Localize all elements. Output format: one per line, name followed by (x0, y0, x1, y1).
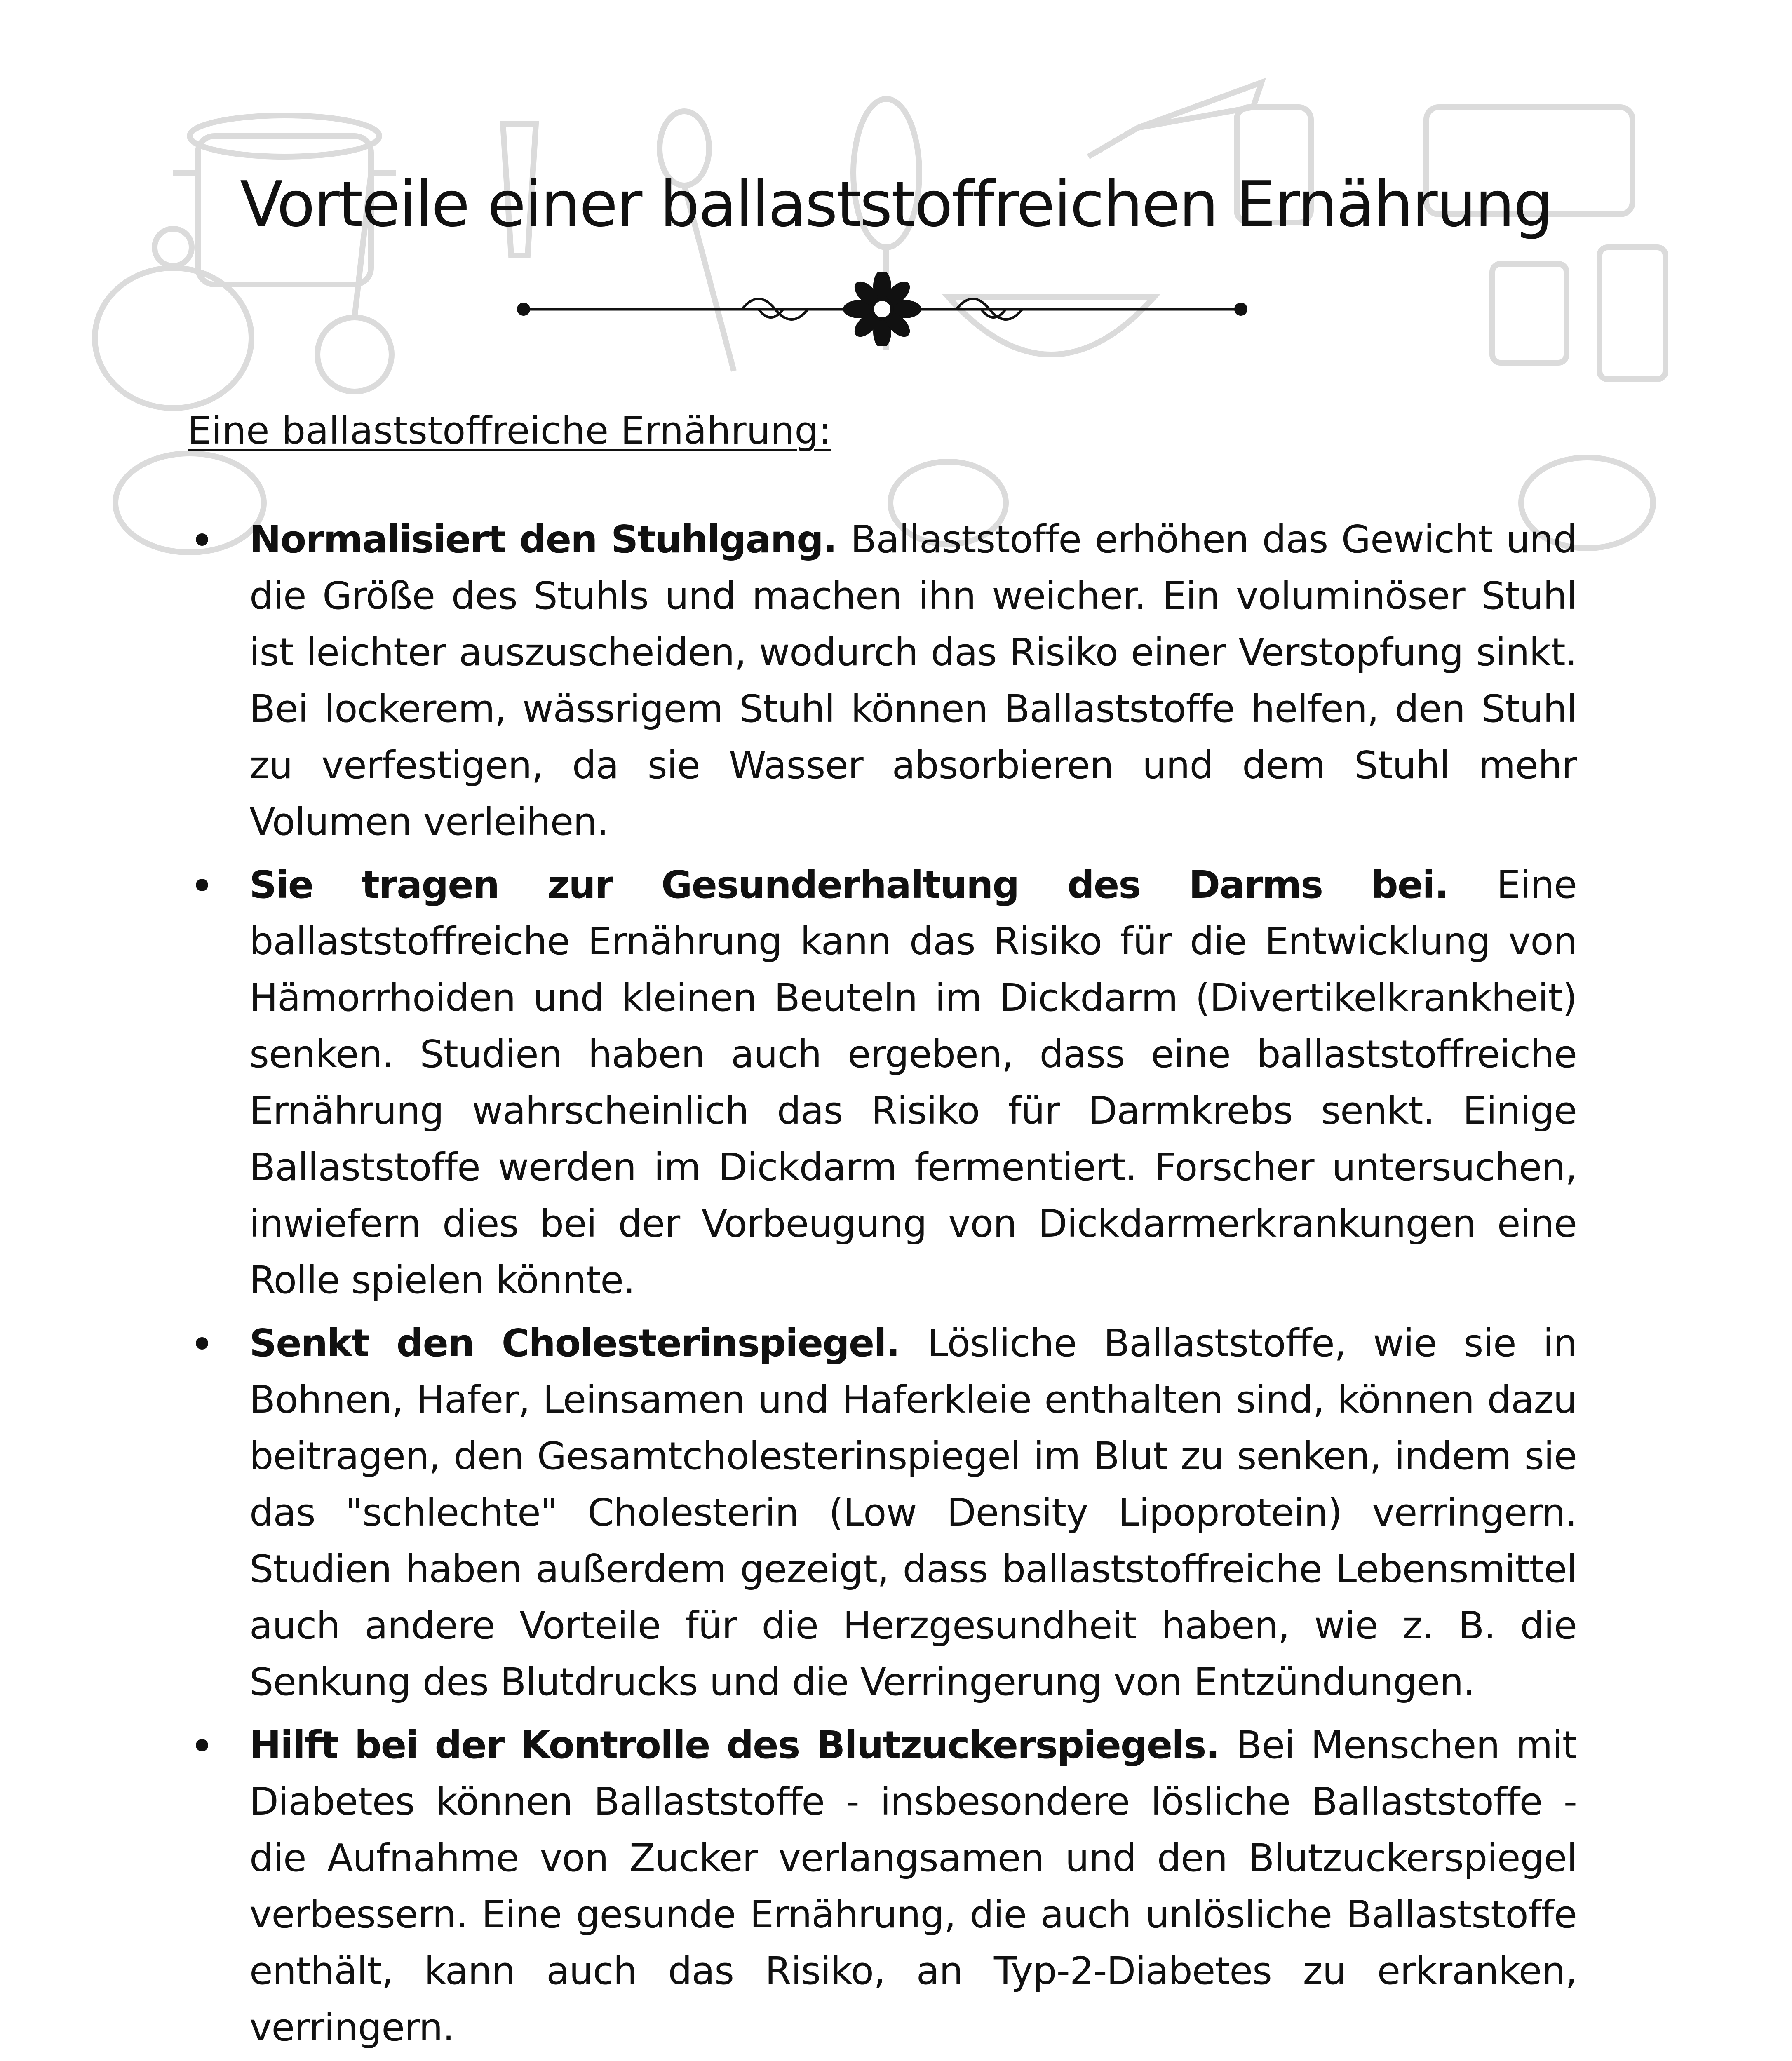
flower-divider-ornament (511, 272, 1253, 346)
benefit-heading: Sie tragen zur Gesunderhaltung des Darms bei. (249, 863, 1497, 907)
bullet-icon (196, 879, 208, 891)
section-intro: Eine ballaststoffreiche Ernährung: (188, 408, 831, 453)
benefit-text: Eine ballaststoffreiche Ernährung kann das Risiko für die Entwicklung von Hämorrhoiden und kleinen Beuteln im Dickdarm (Divertikelkrankheit) senken. Studien haben auch ergeben, dass eine ballaststoffreiche Ernährung wahrscheinlich das Risiko für Darmkrebs senkt. Einige Ballaststoffe werden im Dickdarm fermentiert. Forscher untersuchen, inwiefern dies bei der Vorbeugung von Dickdarmerkrankungen eine Rolle spielen könnte. (249, 863, 1577, 1302)
benefit-text: Bei Menschen mit Diabetes können Ballaststoffe - insbesondere lösliche Ballaststoffe - die Aufnahme von Zucker verlangsamen und den Blutzuckerspiegel verbessern. Eine gesunde Ernährung, die auch unlösliche Ballaststoffe enthält, kann auch das Risiko, an Typ-2-Diabetes zu erkranken, verringern. (249, 1723, 1577, 2049)
flower-icon (843, 272, 921, 346)
bullet-icon (196, 1337, 208, 1350)
bullet-icon (196, 1739, 208, 1751)
page-title: Vorteile einer ballaststoffreichen Ernährung (240, 168, 1552, 241)
list-item (188, 1315, 1577, 1710)
benefit-text: Lösliche Ballaststoffe, wie sie in Bohnen, Hafer, Leinsamen und Haferkleie enthalten sind, können dazu beitragen, den Gesamtcholesterinspiegel im Blut zu senken, indem sie das "schlechte" Cholesterin (Low Density Lipoprotein) verringern. Studien haben außerdem gezeigt, dass ballaststoffreiche Lebensmittel auch andere Vorteile für die Herzgesundheit haben, wie z. B. die Senkung des Blutdrucks und die Verringerung von Entzündungen. (249, 1321, 1577, 1704)
list-item (188, 857, 1577, 1308)
benefit-text: Ballaststoffe erhöhen das Gewicht und die Größe des Stuhls und machen ihn weicher. Ein voluminöser Stuhl ist leichter auszuscheiden, wodurch das Risiko einer Verstopfung sinkt. Bei lockerem, wässrigem Stuhl können Ballaststoffe helfen, den Stuhl zu verfestigen, da sie Wasser absorbieren und dem Stuhl mehr Volumen verleihen. (249, 517, 1577, 844)
benefit-heading: Normalisiert den Stuhlgang. (249, 517, 851, 561)
list-item (188, 511, 1577, 850)
list-item (188, 1717, 1577, 2056)
benefit-heading: Hilft bei der Kontrolle des Blutzuckerspiegels. (249, 1723, 1236, 1767)
bullet-icon (196, 533, 208, 546)
benefit-heading: Senkt den Cholesterinspiegel. (249, 1321, 928, 1365)
benefits-list (188, 511, 1577, 2061)
